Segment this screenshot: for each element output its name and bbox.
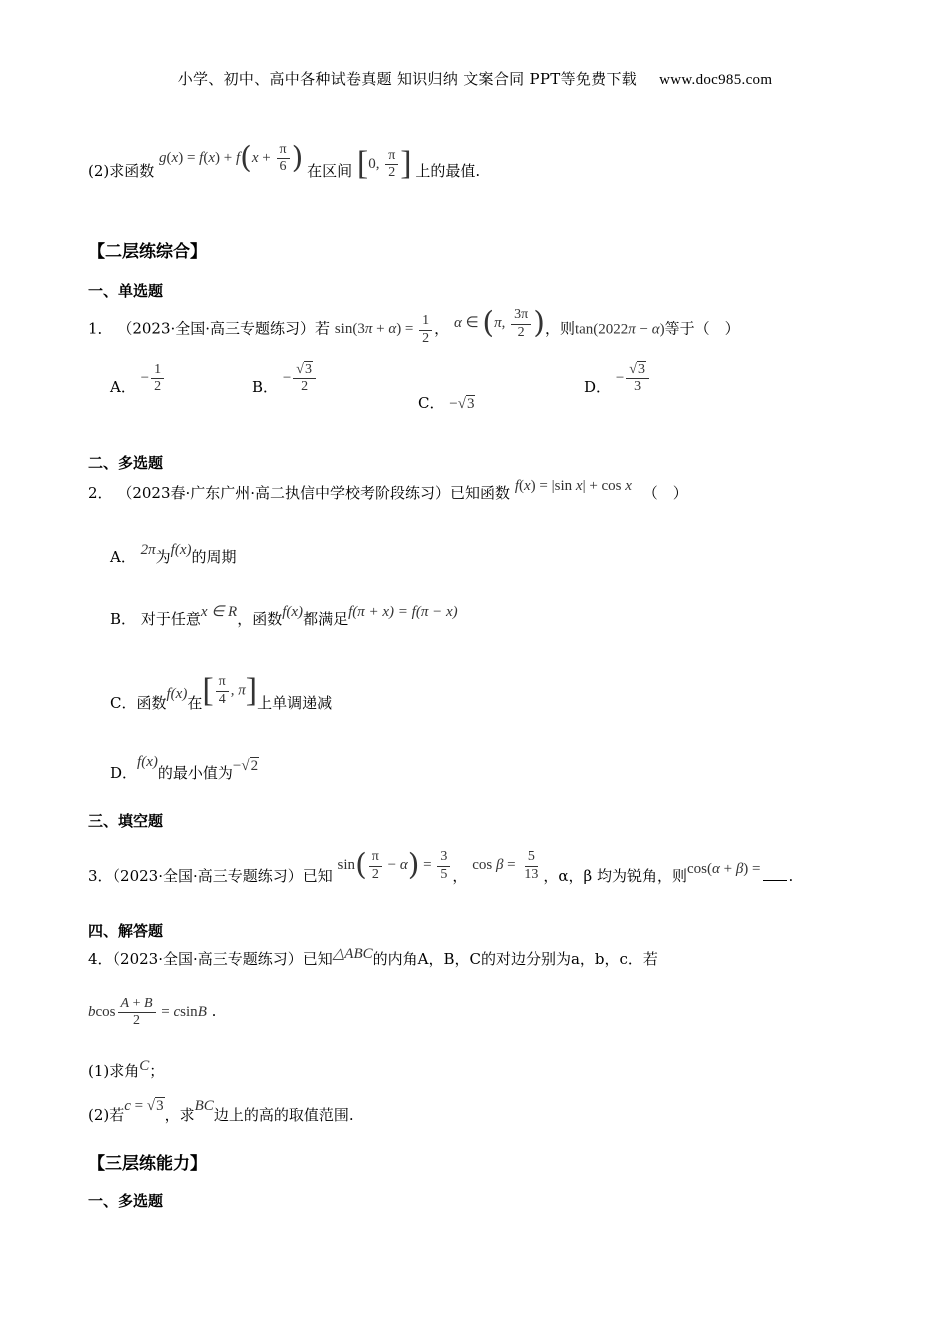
q3-stem: 3．（2023·全国·高三专题练习）已知 sin( $\frac{\pi}{2}$ − α) = $\frac{3}{5}$ ， cos β = $\frac{5}{13}$ ，α，β 均为锐角，则cos(α + β) = . — [88, 848, 794, 886]
q2-option-c-pre: 函数 — [136, 694, 167, 713]
q1-option-c-label: C． — [418, 394, 445, 412]
q3-cond1: sin( $\frac{\pi}{2}$ − α) = $\frac{3}{5}$ — [338, 857, 453, 873]
q4-part1-var: C — [139, 1058, 150, 1074]
q3-answer-blank[interactable] — [763, 880, 787, 881]
q1-option-d-value: − $\frac{√3}{3}$ — [616, 370, 651, 386]
q1-tail: 等于（ ） — [664, 319, 740, 338]
part2-line — [88, 140, 481, 193]
q1-option-a-label: A． — [110, 378, 136, 397]
q3-mid: ，α，β 均为锐角，则 — [543, 867, 687, 886]
q2-option-c-label: C． — [110, 694, 137, 713]
level2-title: 【二层练综合】 — [88, 242, 207, 262]
q4-stem — [88, 944, 658, 968]
q1-option-b[interactable] — [252, 362, 318, 405]
q1-option-c-value: −√3 — [449, 396, 475, 412]
q2-option-b-mid: ，函数 — [237, 610, 283, 628]
level3-sec1: 一、多选题 — [88, 1192, 164, 1210]
part2-label: (2)求函数 — [88, 161, 155, 180]
part2-tail: 上的最值. — [415, 161, 481, 180]
q2-tail: （ ） — [642, 484, 688, 502]
level2-sec2: 二、多选题 — [88, 454, 164, 472]
q2-option-c-post: 上单调递减 — [257, 694, 333, 713]
q1-option-d[interactable] — [584, 362, 651, 405]
q2-option-b[interactable] — [110, 604, 458, 629]
header-text: 小学、初中、高中各种试卷真题 知识归纳 文案合同 PPT等免费下载 — [177, 70, 638, 88]
q2-stem — [88, 478, 688, 503]
q2-func: f(x) = |sin x| + cos x — [514, 478, 632, 494]
q2-option-b-mid2: 都满足 — [303, 610, 349, 628]
q4-mid: 的内角A，B，C的对边分别为a，b，c．若 — [372, 950, 658, 968]
level3-title: 【三层练能力】 — [88, 1154, 207, 1174]
q3-cond2: cos β = $\frac{5}{13}$ — [472, 849, 539, 882]
q2-num: 2． — [88, 484, 113, 502]
q1-option-c[interactable] — [418, 392, 475, 413]
q2-option-d-post: 的最小值为 — [157, 764, 233, 782]
q2-option-b-eq: f(π + x) = f(π − x) — [348, 604, 458, 620]
q2-option-c[interactable] — [110, 662, 333, 713]
q3-num: 3． — [88, 867, 113, 886]
level2-sec1: 一、单选题 — [88, 282, 164, 300]
q4-num: 4． — [88, 950, 113, 968]
level2-sec3: 三、填空题 — [88, 812, 164, 830]
q4-part2-bc: BC — [194, 1098, 214, 1114]
part2-interval: [0, $\frac{\pi}{2}$ ] — [356, 145, 412, 182]
q2-option-b-f: f(x) — [282, 604, 304, 620]
q1-stem — [88, 306, 740, 348]
q4-part2-end: 边上的高的取值范围. — [213, 1106, 354, 1124]
q1-cond2: α ∈ (π, $\frac{3\pi}{2}$ ) — [453, 306, 545, 341]
q2-option-c-mid: 在 — [187, 694, 203, 713]
q2-option-a-label: A． — [110, 548, 136, 566]
q1-option-d-label: D． — [584, 378, 612, 397]
q2-option-b-label: B． — [110, 610, 137, 628]
q2-source: （2023春·广东广州·高二执信中学校考阶段练习）已知函数 — [117, 484, 511, 502]
q4-source: （2023·全国·高三专题练习）已知 — [112, 950, 333, 968]
part2-mid: 在区间 — [307, 161, 353, 180]
part2-func: g(x) = f(x) + f(x + $\frac{\pi}{6}$ ) — [159, 140, 304, 176]
q1-option-b-value: − $\frac{√3}{2}$ — [283, 370, 318, 386]
q2-option-a-mid: 为 — [155, 548, 171, 566]
q2-option-a-post: 的周期 — [191, 548, 237, 566]
q4-part2-tail: ，求 — [164, 1106, 195, 1124]
q4-part2-label: (2)若 — [88, 1106, 125, 1124]
q4-part1 — [88, 1056, 165, 1080]
q2-option-a-f: f(x) — [170, 542, 192, 558]
q1-expr: tan(2022π − α) — [574, 321, 665, 338]
q2-option-c-f: f(x) — [166, 686, 188, 703]
level2-sec4: 四、解答题 — [88, 922, 164, 940]
q2-option-d-label: D． — [110, 764, 138, 782]
q1-option-a[interactable] — [110, 362, 166, 405]
q2-option-d-f: f(x) — [137, 754, 158, 770]
q2-option-d[interactable] — [110, 750, 259, 782]
q3-tail: . — [788, 867, 794, 886]
q2-option-c-interval: [ $\frac{\pi}{4}$ , π] — [202, 672, 258, 709]
q2-option-a[interactable] — [110, 542, 237, 567]
q1-mid: ，则 — [544, 319, 575, 338]
q1-sep: ， — [434, 319, 450, 338]
q4-part2-cond: c = √3 — [124, 1098, 164, 1114]
q1-option-b-label: B． — [252, 378, 279, 397]
q1-num: 1． — [88, 319, 113, 338]
q4-equation: bcos $\frac{A + B}{2}$ = csinB . — [88, 996, 217, 1029]
q2-option-b-x: x ∈ R — [200, 604, 238, 620]
q1-source: （2023·全国·高三专题练习）若 — [117, 319, 331, 338]
q3-expr: cos(α + β) = — [686, 861, 761, 878]
q4-triangle: △ABC — [332, 946, 373, 962]
page-header — [0, 68, 950, 89]
q3-source: （2023·全国·高三专题练习）已知 — [112, 867, 333, 886]
q2-option-b-pre: 对于任意 — [140, 610, 201, 628]
q2-option-d-value: −√2 — [232, 758, 259, 774]
q4-eq: bcos $\frac{A + B}{2}$ = csinB — [88, 996, 207, 1029]
q4-part2 — [88, 1096, 354, 1124]
q4-part1-tail: ； — [149, 1062, 165, 1080]
q4-part1-label: (1)求角 — [88, 1062, 140, 1080]
q1-option-a-value: − $\frac{1}{2}$ — [141, 370, 166, 386]
q2-option-a-pre: 2π — [140, 542, 156, 558]
header-url[interactable]: www.doc985.com — [659, 72, 773, 88]
q1-cond1: sin(3π + α) = $\frac{1}{2}$ — [335, 321, 434, 337]
